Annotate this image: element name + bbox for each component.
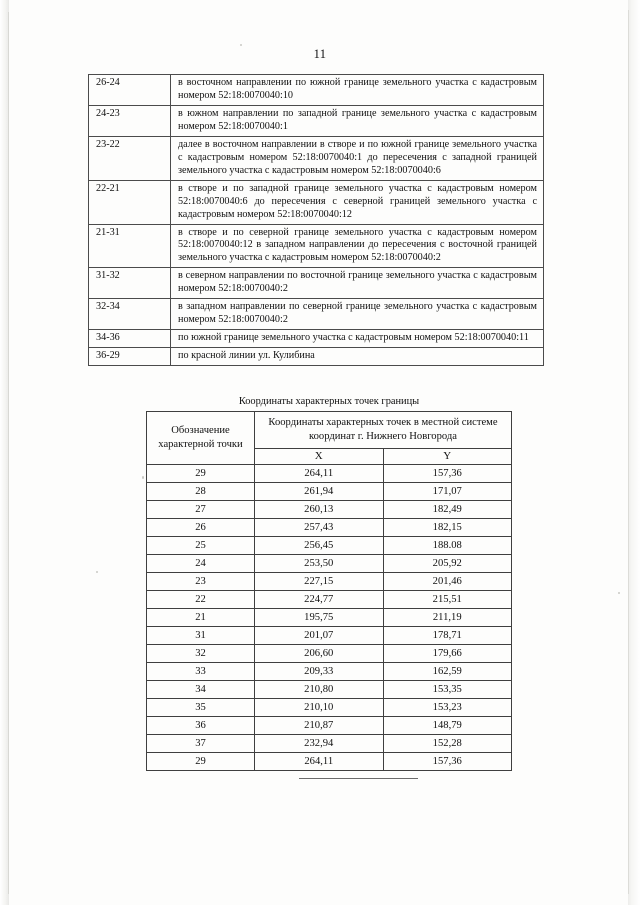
y-cell: 205,92 — [383, 555, 512, 573]
y-cell: 215,51 — [383, 591, 512, 609]
y-cell: 201,46 — [383, 573, 512, 591]
description-cell: в северном направлении по восточной границе земельного участка с кадастровым номером 52:18:0070040:2 — [171, 268, 544, 299]
description-cell: в створе и по западной границе земельного участка с кадастровым номером 52:18:0070040:6 до пересечения с северной границей земельного участка с кадастровым номером 52:18:0070040:12 — [171, 180, 544, 224]
x-cell: 253,50 — [255, 555, 384, 573]
table-row — [147, 645, 512, 663]
table-row — [89, 75, 544, 106]
point-cell: 23 — [147, 573, 255, 591]
segment-cell: 32-34 — [89, 299, 171, 330]
point-cell: 26 — [147, 519, 255, 537]
segment-cell: 36-29 — [89, 348, 171, 366]
x-cell: 210,10 — [255, 699, 384, 717]
point-cell: 31 — [147, 627, 255, 645]
header-point-designation: Обозначение характерной точки — [147, 412, 255, 465]
table-row — [89, 348, 544, 366]
x-cell: 257,43 — [255, 519, 384, 537]
y-cell: 211,19 — [383, 609, 512, 627]
table-row — [147, 753, 512, 771]
y-cell: 171,07 — [383, 483, 512, 501]
point-cell: 29 — [147, 465, 255, 483]
x-cell: 210,80 — [255, 681, 384, 699]
table-row — [89, 224, 544, 268]
table-row — [147, 627, 512, 645]
point-cell: 29 — [147, 753, 255, 771]
segment-cell: 24-23 — [89, 105, 171, 136]
table-row — [89, 299, 544, 330]
table-row — [147, 483, 512, 501]
segment-cell: 34-36 — [89, 330, 171, 348]
table-row — [89, 180, 544, 224]
scan-speck — [142, 476, 144, 479]
table-row — [147, 501, 512, 519]
x-cell: 232,94 — [255, 735, 384, 753]
point-cell: 27 — [147, 501, 255, 519]
y-cell: 179,66 — [383, 645, 512, 663]
x-cell: 256,45 — [255, 537, 384, 555]
segment-cell: 22-21 — [89, 180, 171, 224]
x-cell: 206,60 — [255, 645, 384, 663]
table-row — [147, 465, 512, 483]
point-cell: 22 — [147, 591, 255, 609]
point-cell: 33 — [147, 663, 255, 681]
table-row — [89, 105, 544, 136]
header-x-axis: X — [255, 449, 384, 465]
x-cell: 264,11 — [255, 465, 384, 483]
y-cell: 153,23 — [383, 699, 512, 717]
description-cell: в восточном направлении по южной границе земельного участка с кадастровым номером 52:18:0070040:10 — [171, 75, 544, 106]
x-cell: 264,11 — [255, 753, 384, 771]
point-cell: 35 — [147, 699, 255, 717]
point-cell: 37 — [147, 735, 255, 753]
x-cell: 209,33 — [255, 663, 384, 681]
scan-margin-line-left — [8, 12, 9, 894]
point-cell: 25 — [147, 537, 255, 555]
header-y-axis: Y — [383, 449, 512, 465]
coordinates-table — [146, 411, 512, 771]
y-cell: 188.08 — [383, 537, 512, 555]
description-cell: в южном направлении по западной границе земельного участка с кадастровым номером 52:18:0070040:1 — [171, 105, 544, 136]
scan-speck — [240, 44, 242, 46]
x-cell: 261,94 — [255, 483, 384, 501]
y-cell: 153,35 — [383, 681, 512, 699]
page-number: 11 — [313, 47, 327, 61]
x-cell: 195,75 — [255, 609, 384, 627]
boundary-description-table — [88, 74, 544, 366]
table-row — [147, 735, 512, 753]
description-cell: далее в восточном направлении в створе и по южной границе земельного участка с кадастровым номером 52:18:0070040:1 до пересечения с западной границей земельного участка с кадастровым номером 52:18:0070040:6 — [171, 136, 544, 180]
y-cell: 182,15 — [383, 519, 512, 537]
table-row — [147, 555, 512, 573]
scan-margin-line-right — [628, 10, 629, 894]
segment-cell: 21-31 — [89, 224, 171, 268]
y-cell: 162,59 — [383, 663, 512, 681]
table-row — [89, 136, 544, 180]
x-cell: 224,77 — [255, 591, 384, 609]
y-cell: 152,28 — [383, 735, 512, 753]
table-row — [147, 717, 512, 735]
scan-speck — [618, 592, 620, 594]
table-row — [147, 609, 512, 627]
table-row — [147, 537, 512, 555]
table-row — [147, 681, 512, 699]
segment-cell: 31-32 — [89, 268, 171, 299]
point-cell: 32 — [147, 645, 255, 663]
table-row — [89, 268, 544, 299]
description-cell: по южной границе земельного участка с кадастровым номером 52:18:0070040:11 — [171, 330, 544, 348]
table-row — [147, 663, 512, 681]
table-row — [147, 591, 512, 609]
point-cell: 24 — [147, 555, 255, 573]
x-cell: 210,87 — [255, 717, 384, 735]
x-cell: 201,07 — [255, 627, 384, 645]
coordinates-table-caption: Координаты характерных точек границы — [238, 396, 420, 407]
coordinates-table-head — [147, 412, 512, 465]
table-row — [147, 573, 512, 591]
x-cell: 227,15 — [255, 573, 384, 591]
table-header-row — [147, 412, 512, 449]
boundary-table-body — [89, 75, 544, 366]
y-cell: 182,49 — [383, 501, 512, 519]
scan-edge-right — [628, 0, 640, 905]
segment-cell: 26-24 — [89, 75, 171, 106]
section-divider-rule — [299, 778, 418, 779]
point-cell: 28 — [147, 483, 255, 501]
table-row — [147, 699, 512, 717]
description-cell: по красной линии ул. Кулибина — [171, 348, 544, 366]
coordinates-table-body — [147, 465, 512, 771]
x-cell: 260,13 — [255, 501, 384, 519]
header-local-coordinate-system: Координаты характерных точек в местной системе координат г. Нижнего Новгорода — [255, 412, 512, 449]
y-cell: 148,79 — [383, 717, 512, 735]
segment-cell: 23-22 — [89, 136, 171, 180]
y-cell: 157,36 — [383, 753, 512, 771]
point-cell: 34 — [147, 681, 255, 699]
table-row — [89, 330, 544, 348]
point-cell: 36 — [147, 717, 255, 735]
point-cell: 21 — [147, 609, 255, 627]
description-cell: в западном направлении по северной границе земельного участка с кадастровым номером 52:18:0070040:2 — [171, 299, 544, 330]
description-cell: в створе и по северной границе земельного участка с кадастровым номером 52:18:0070040:12 в западном направлении до пересечения с восточной границей земельного участка с кадастровым номером 52:18:0070040:2 — [171, 224, 544, 268]
scan-speck — [96, 571, 98, 573]
y-cell: 157,36 — [383, 465, 512, 483]
y-cell: 178,71 — [383, 627, 512, 645]
table-row — [147, 519, 512, 537]
